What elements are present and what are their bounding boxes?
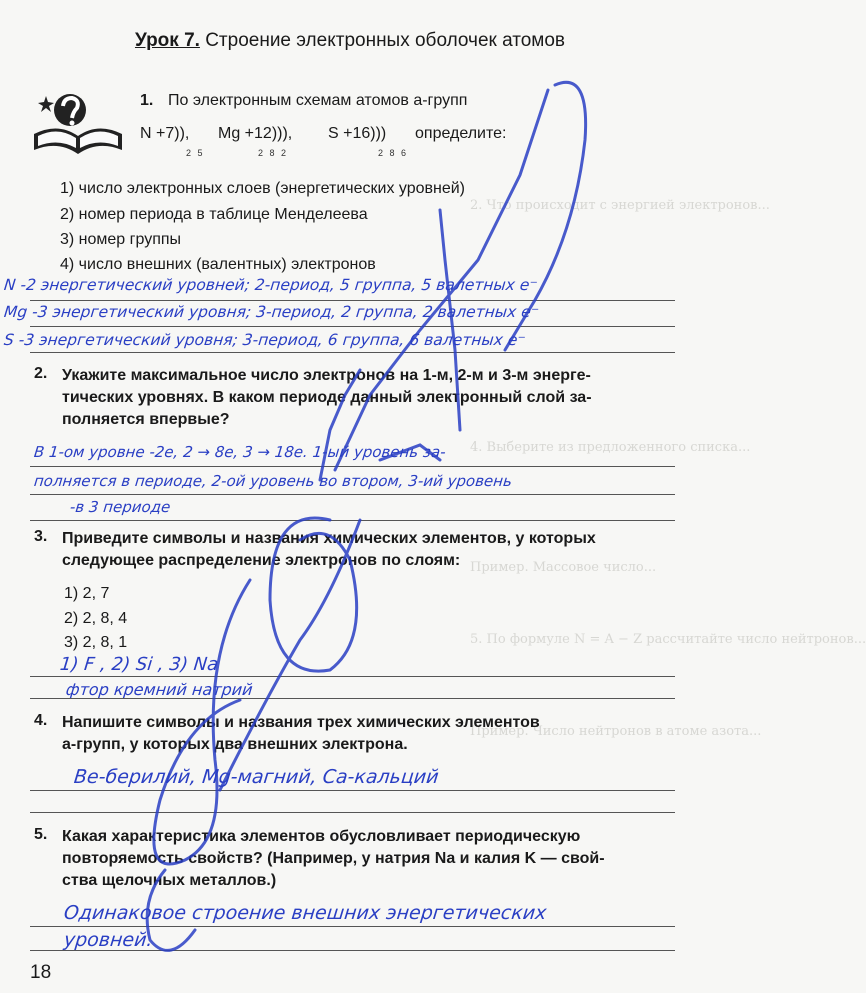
bleed-text-4: 5. По формуле N = A − Z рассчитайте число нейтронов...: [470, 632, 866, 647]
q2-answer-line: В 1-ом уровне -2е, 2 → 8е, 3 → 18е. 1-ый уровень за-: [33, 443, 447, 461]
q1-formula-mg-sub: 2 8 2: [258, 148, 289, 158]
answer-rule: [30, 300, 675, 301]
answer-rule: [30, 466, 675, 467]
q1-item: 2) номер периода в таблице Менделеева: [60, 206, 368, 223]
q4-text-line: а-групп, у которых два внешних электрона.: [62, 736, 408, 753]
q3-answer-line: 1) F , 2) Si , 3) Na: [58, 654, 220, 675]
q4-number: 4.: [34, 712, 48, 729]
q1-answer-line: N -2 энергетический уровней; 2-период, 5 группа, 5 валетных е⁻: [3, 276, 539, 294]
q1-text: По электронным схемам атомов а-групп: [168, 92, 468, 109]
q5-text-line: повторяемость свойств? (Например, у натрия Na и калия K — свой-: [62, 850, 605, 867]
q3-item: 1) 2, 7: [64, 585, 110, 602]
answer-rule: [30, 698, 675, 699]
q1-item: 4) число внешних (валентных) электронов: [60, 256, 376, 273]
q1-formula-s: S +16))): [328, 125, 387, 142]
q1-number: 1.: [140, 92, 154, 109]
lesson-topic: Строение электронных оболочек атомов: [205, 30, 566, 51]
page-title: [0, 30, 700, 52]
book-question-icon: [28, 88, 128, 160]
q1-item: 1) число электронных слоев (энергетических уровней): [60, 180, 466, 197]
q5-text-line: ства щелочных металлов.): [62, 872, 277, 889]
bleed-text-1: 2. Что происходит с энергией электронов...: [470, 198, 770, 213]
q1-formula-n: N +7)),: [140, 125, 190, 142]
q2-text-line: Укажите максимальное число электронов на 1-м, 2-м и 3-м энерге-: [62, 367, 591, 384]
answer-rule: [30, 812, 675, 813]
answer-rule: [30, 790, 675, 791]
lesson-number: Урок 7.: [134, 30, 200, 51]
bleed-text-2: 4. Выберите из предложенного списка...: [470, 440, 751, 455]
q5-text-line: Какая характеристика элементов обусловливает периодическую: [62, 828, 581, 845]
answer-rule: [30, 520, 675, 521]
q2-answer-line: -в 3 периоде: [69, 498, 172, 516]
q3-text-line: Приведите символы и названия химических элементов, у которых: [62, 530, 596, 547]
answer-rule: [30, 326, 675, 327]
q2-answer-line: полняется в периоде, 2-ой уровень во втором, 3-ий уровень: [33, 472, 513, 490]
answer-rule: [30, 950, 675, 951]
page-number: 18: [30, 962, 52, 983]
answer-rule: [30, 352, 675, 353]
q1-formula-tail: определите:: [415, 125, 507, 142]
answer-rule: [30, 494, 675, 495]
q1-answer-line: S -3 энергетический уровня; 3-период, 6 группа, 6 валетных е⁻: [3, 331, 527, 349]
q4-text-line: Напишите символы и названия трех химических элементов: [62, 714, 540, 731]
answer-rule: [30, 676, 675, 677]
q2-text-line: полняется впервые?: [62, 411, 230, 428]
q3-item: 2) 2, 8, 4: [64, 610, 128, 627]
q5-number: 5.: [34, 826, 48, 843]
q5-answer-line: уровней.: [62, 929, 154, 951]
q3-item: 3) 2, 8, 1: [64, 634, 128, 651]
q1-formula-mg: Mg +12))),: [218, 125, 293, 142]
bleed-text-5: Пример. Число нейтронов в атоме азота...: [470, 724, 762, 739]
q4-answer-line: Ве-берилий, Мg-магний, Са-кальций: [72, 766, 440, 788]
q1-answer-line: Mg -3 энергетический уровня; 3-период, 2 группа, 2 валетных е⁻: [3, 303, 540, 321]
answer-rule: [30, 926, 675, 927]
q2-number: 2.: [34, 365, 48, 382]
bleed-text-3: Пример. Массовое число...: [470, 560, 657, 575]
q5-answer-line: Одинаковое строение внешних энергетических: [62, 902, 548, 924]
q1-formula-n-sub: 2 5: [186, 148, 205, 158]
q2-text-line: тических уровнях. В каком периоде данный электронный слой за-: [62, 389, 592, 406]
q3-number: 3.: [34, 528, 48, 545]
q1-item: 3) номер группы: [60, 231, 182, 248]
q1-formula-s-sub: 2 8 6: [378, 148, 409, 158]
q3-answer-line: фтор кремний натрий: [65, 680, 254, 699]
q3-text-line: следующее распределение электронов по слоям:: [62, 552, 461, 569]
